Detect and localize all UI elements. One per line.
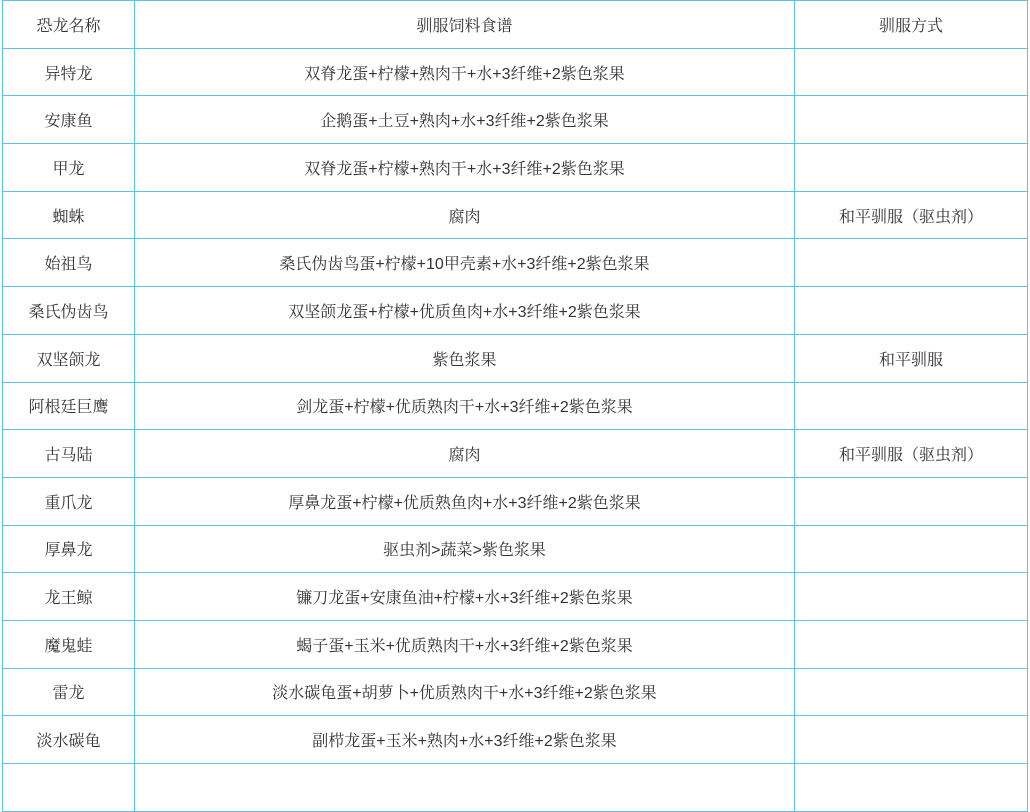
table-row xyxy=(3,334,1028,382)
recipe-cell: 紫色浆果 xyxy=(135,334,795,382)
dino-name-cell: 雷龙 xyxy=(3,668,135,716)
dino-name-cell: 双坚颌龙 xyxy=(3,334,135,382)
dino-name-cell: 厚鼻龙 xyxy=(3,525,135,573)
method-cell xyxy=(795,382,1028,430)
recipe-cell: 双脊龙蛋+柠檬+熟肉干+水+3纤维+2紫色浆果 xyxy=(135,48,795,96)
recipe-cell: 淡水碳龟蛋+胡萝卜+优质熟肉干+水+3纤维+2紫色浆果 xyxy=(135,668,795,716)
taming-table-container xyxy=(2,0,1027,812)
recipe-cell: 副栉龙蛋+玉米+熟肉+水+3纤维+2紫色浆果 xyxy=(135,716,795,764)
method-cell xyxy=(795,96,1028,144)
table-row xyxy=(3,191,1028,239)
recipe-cell: 剑龙蛋+柠檬+优质熟肉干+水+3纤维+2紫色浆果 xyxy=(135,382,795,430)
method-cell: 和平驯服 xyxy=(795,334,1028,382)
table-row xyxy=(3,239,1028,287)
header-method: 驯服方式 xyxy=(795,1,1028,49)
method-cell xyxy=(795,287,1028,335)
dino-name-cell: 异特龙 xyxy=(3,48,135,96)
recipe-cell: 蝎子蛋+玉米+优质熟肉干+水+3纤维+2紫色浆果 xyxy=(135,620,795,668)
recipe-cell: 厚鼻龙蛋+柠檬+优质熟鱼肉+水+3纤维+2紫色浆果 xyxy=(135,477,795,525)
dino-name-cell: 始祖鸟 xyxy=(3,239,135,287)
table-row xyxy=(3,48,1028,96)
recipe-cell: 企鹅蛋+土豆+熟肉+水+3纤维+2紫色浆果 xyxy=(135,96,795,144)
recipe-cell: 桑氏伪齿鸟蛋+柠檬+10甲壳素+水+3纤维+2紫色浆果 xyxy=(135,239,795,287)
dino-name-cell: 甲龙 xyxy=(3,144,135,192)
method-cell xyxy=(795,239,1028,287)
recipe-cell: 腐肉 xyxy=(135,430,795,478)
dino-name-cell: 魔鬼蛙 xyxy=(3,620,135,668)
taming-table xyxy=(2,0,1028,812)
dino-name-cell: 淡水碳龟 xyxy=(3,716,135,764)
table-row xyxy=(3,287,1028,335)
dino-name-cell: 古马陆 xyxy=(3,430,135,478)
method-cell xyxy=(795,144,1028,192)
table-row xyxy=(3,144,1028,192)
table-row xyxy=(3,525,1028,573)
table-row xyxy=(3,573,1028,621)
recipe-cell: 镰刀龙蛋+安康鱼油+柠檬+水+3纤维+2紫色浆果 xyxy=(135,573,795,621)
header-row xyxy=(3,1,1028,49)
method-cell: 和平驯服（驱虫剂） xyxy=(795,430,1028,478)
table-row xyxy=(3,96,1028,144)
method-cell xyxy=(795,668,1028,716)
table-row xyxy=(3,620,1028,668)
method-cell xyxy=(795,48,1028,96)
dino-name-cell: 阿根廷巨鹰 xyxy=(3,382,135,430)
method-cell xyxy=(795,716,1028,764)
method-cell: 和平驯服（驱虫剂） xyxy=(795,191,1028,239)
header-recipe: 驯服饲料食谱 xyxy=(135,1,795,49)
method-cell xyxy=(795,573,1028,621)
dino-name-cell: 桑氏伪齿鸟 xyxy=(3,287,135,335)
header-dino-name: 恐龙名称 xyxy=(3,1,135,49)
table-row xyxy=(3,477,1028,525)
table-row xyxy=(3,430,1028,478)
table-row xyxy=(3,668,1028,716)
method-cell xyxy=(795,525,1028,573)
method-cell xyxy=(795,477,1028,525)
recipe-cell: 双脊龙蛋+柠檬+熟肉干+水+3纤维+2紫色浆果 xyxy=(135,144,795,192)
dino-name-cell: 安康鱼 xyxy=(3,96,135,144)
dino-name-cell: 龙王鲸 xyxy=(3,573,135,621)
recipe-cell: 双坚颌龙蛋+柠檬+优质鱼肉+水+3纤维+2紫色浆果 xyxy=(135,287,795,335)
table-row xyxy=(3,382,1028,430)
recipe-cell: 腐肉 xyxy=(135,191,795,239)
method-cell xyxy=(795,620,1028,668)
recipe-cell: 驱虫剂>蔬菜>紫色浆果 xyxy=(135,525,795,573)
dino-name-cell: 重爪龙 xyxy=(3,477,135,525)
table-row xyxy=(3,716,1028,764)
dino-name-cell: 蜘蛛 xyxy=(3,191,135,239)
